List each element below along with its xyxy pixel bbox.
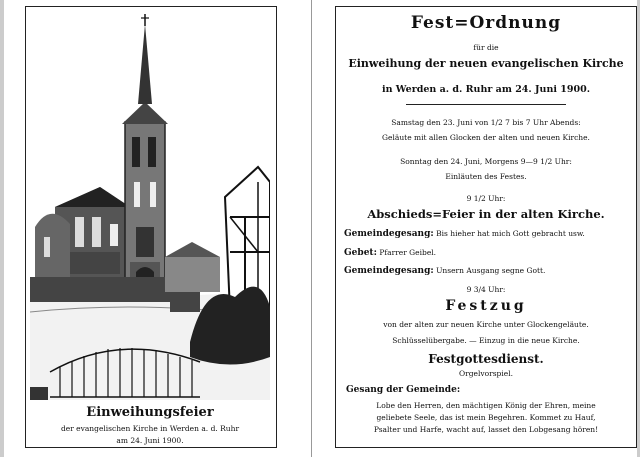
location-date: in Werden a. d. Ruhr am 24. Juni 1900.	[381, 84, 591, 95]
hymn-line-2: geliebete Seele, das ist mein Begehren. Kommet zu Hauf,	[376, 413, 596, 422]
caption-line-2: am 24. Juni 1900.	[116, 436, 184, 445]
caption-title: Einweihungsfeier	[86, 405, 214, 420]
left-page	[0, 0, 312, 457]
caption-line-1: der evangelischen Kirche in Werden a. d. Ruhr	[60, 424, 240, 433]
time-930: 9 1/2 Uhr:	[466, 194, 506, 203]
program-title: Fest=Ordnung	[410, 13, 562, 33]
page-edge	[0, 0, 4, 457]
divider	[406, 104, 566, 105]
right-page	[312, 0, 640, 457]
subtitle-small: für die	[473, 43, 499, 52]
hymn-line-1: Lobe den Herren, den mächtigen König der Ehren, meine	[376, 401, 596, 410]
saturday-event: Geläute mit allen Glocken der alten und neuen Kirche.	[382, 133, 590, 142]
church-illustration	[30, 12, 270, 400]
sunday-time: Sonntag den 24. Juni, Morgens 9—9 1/2 Uhr:	[400, 157, 572, 166]
farewell-item: Gebet: Pfarrer Geibel.	[344, 248, 437, 258]
procession-heading: Festzug	[445, 298, 527, 314]
hymn-heading: Gesang der Gemeinde:	[346, 385, 461, 395]
farewell-item: Gemeindegesang: Unsern Ausgang segne Gott.	[344, 266, 546, 276]
saturday-time: Samstag den 23. Juni von 1/2 7 bis 7 Uhr Abends:	[391, 118, 581, 127]
service-heading: Festgottesdienst.	[428, 352, 544, 366]
program-content	[336, 0, 636, 446]
farewell-heading: Abschieds=Feier in der alten Kirche.	[367, 207, 605, 221]
sunday-event: Einläuten des Festes.	[445, 172, 527, 181]
subtitle-large: Einweihung der neuen evangelischen Kirche	[348, 57, 624, 70]
time-945: 9 3/4 Uhr:	[466, 285, 506, 294]
farewell-item: Gemeindegesang: Bis hieher hat mich Gott gebracht usw.	[344, 229, 585, 239]
prelude: Orgelvorspiel.	[459, 369, 513, 378]
procession-line: von der alten zur neuen Kirche unter Glockengeläute.	[383, 320, 589, 329]
keys-line: Schlüsselübergabe. — Einzug in die neue Kirche.	[392, 336, 580, 345]
hymn-line-3: Psalter und Harfe, wacht auf, lasset den Lobgesang hören!	[373, 425, 599, 434]
